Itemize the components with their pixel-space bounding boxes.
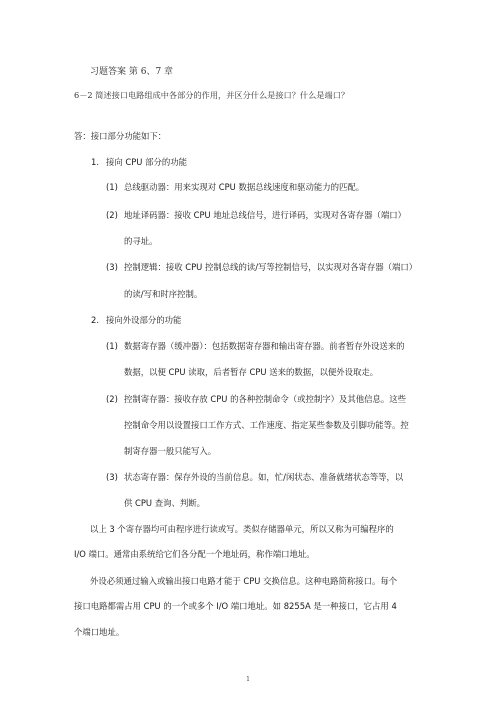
answer-intro: 答：接口部分功能如下： [74, 131, 167, 141]
item-line: 的寻址。 [124, 236, 158, 246]
item-number: (1) [106, 341, 118, 351]
item-line: 控制寄存器：接收存放 CPU 的各种控制命令（或控制字）及其他信息。这些 [124, 394, 406, 404]
item-number: (1) [106, 182, 118, 192]
item-line: 控制命令用以设置接口工作方式、工作速度、指定某些参数及引脚功能等。控 [124, 420, 409, 430]
item-line: 状态寄存器：保存外设的当前信息。如，忙/闲状态、准备就绪状态等等，以 [124, 472, 404, 482]
section-number: 1. [91, 157, 99, 167]
item-number: (2) [106, 394, 118, 404]
paragraph-line: 接口电路都需占用 CPU 的一个或多个 I/O 端口地址。如 8255A 是一种接口，它占用 4 [74, 601, 397, 611]
item-number: (2) [106, 210, 118, 220]
item-line: 控制逻辑：接收 CPU 控制总线的读/写等控制信号，以实现对各寄存器（端口） [124, 262, 418, 272]
section-number: 2. [91, 315, 99, 325]
section-heading: 接向外设部分的功能 [106, 315, 182, 325]
item-line: 制寄存器一般只能写入。 [124, 446, 217, 456]
item-line: 数据寄存器（缓冲器）：包括数据寄存器和输出寄存器。前者暂存外设送来的 [124, 341, 405, 351]
item-number: (3) [106, 472, 118, 482]
item-line: 地址译码器：接收 CPU 地址总线信号，进行译码，实现对各寄存器（端口） [124, 210, 406, 220]
paragraph-line: 外设必须通过输入或输出接口电路才能于 CPU 交换信息。这种电路简称接口。每个 [90, 576, 398, 586]
question-text: 6－2 简述接口电路组成中各部分的作用，并区分什么是接口？什么是端口？ [74, 90, 350, 100]
page-number: 1 [246, 676, 250, 683]
paragraph-line: I/O 端口。通常由系统给它们各分配一个地址码，称作端口地址。 [74, 549, 315, 559]
item-line: 的读/写和时序控制。 [124, 289, 203, 299]
section-heading: 接向 CPU 部分的功能 [106, 157, 187, 167]
paragraph-line: 个端口地址。 [74, 627, 125, 637]
item-line: 数据，以便 CPU 读取，后者暂存 CPU 送来的数据，以便外设取走。 [124, 367, 379, 377]
item-number: (3) [106, 262, 118, 272]
page-title: 习题答案 第 6、7 章 [90, 67, 174, 77]
item-line: 总线驱动器：用来实现对 CPU 数据总线速度和驱动能力的匹配。 [124, 182, 365, 192]
paragraph-line: 以上 3 个寄存器均可由程序进行读或写。类似存储器单元，所以又称为可编程序的 [90, 524, 394, 534]
item-line: 供 CPU 查询、判断。 [124, 498, 205, 508]
